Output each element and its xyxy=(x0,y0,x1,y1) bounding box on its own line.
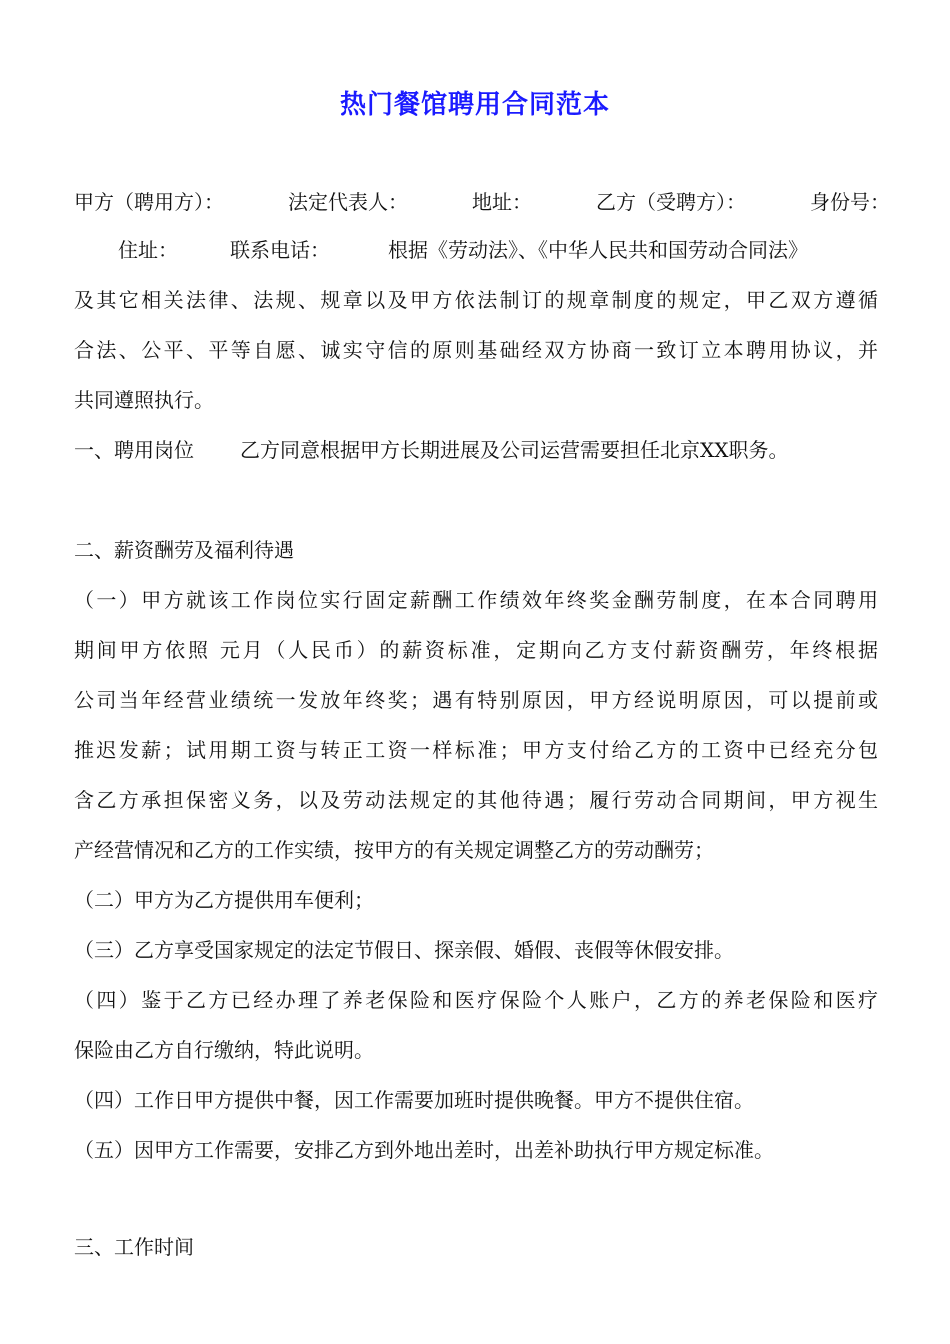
section-2-item-1-line: （一）甲方就该工作岗位实行固定薪酬工作绩效年终奖金酬劳制度，在本合同聘用 xyxy=(74,588,878,612)
section-2-item-1-line: 产经营情况和乙方的工作实绩，按甲方的有关规定调整乙方的劳动酬劳； xyxy=(74,838,714,862)
section-2-item-4b: （四）工作日甲方提供中餐，因工作需要加班时提供晚餐。甲方不提供住宿。 xyxy=(74,1088,754,1112)
section-1-line xyxy=(74,425,878,475)
section-3-heading: 三、工作时间 xyxy=(74,1235,194,1259)
party-b-label: 乙方（受聘方）： xyxy=(596,190,746,214)
intro-line-4: 共同遵照执行。 xyxy=(74,388,214,412)
id-number-label: 身份号： xyxy=(810,190,890,214)
residence-label: 住址： xyxy=(118,238,178,262)
section-2-item-1-line: 推迟发薪；试用期工资与转正工资一样标准；甲方支付给乙方的工资中已经充分包 xyxy=(74,738,878,762)
section-2-item-1-line: 期间甲方依照 元月（人民币）的薪资标准，定期向乙方支付薪资酬劳，年终根据 xyxy=(74,638,878,662)
section-3 xyxy=(74,1222,878,1272)
section-2-item-4-line: 保险由乙方自行缴纳，特此说明。 xyxy=(74,1038,374,1062)
party-a-label: 甲方（聘用方）： xyxy=(74,190,224,214)
intro-paragraph xyxy=(74,225,878,475)
party-header-row xyxy=(74,186,890,215)
intro-line-1 xyxy=(74,225,878,275)
section-2-item-2: （二）甲方为乙方提供用车便利； xyxy=(74,888,374,912)
section-2-heading: 二、薪资酬劳及福利待遇 xyxy=(74,538,294,562)
document-title: 热门餐馆聘用合同范本 xyxy=(339,90,610,120)
section-1-heading: 一、聘用岗位 xyxy=(74,438,194,462)
intro-line-3: 合法、公平、平等自愿、诚实守信的原则基础经双方协商一致订立本聘用协议，并 xyxy=(74,338,878,362)
section-2-item-4-line: （四）鉴于乙方已经办理了养老保险和医疗保险个人账户，乙方的养老保险和医疗 xyxy=(74,988,878,1012)
section-1-text: 乙方同意根据甲方长期进展及公司运营需要担任北京XX职务。 xyxy=(240,438,789,462)
legal-rep-label: 法定代表人： xyxy=(288,190,408,214)
phone-label: 联系电话： xyxy=(230,238,330,262)
intro-line-2: 及其它相关法律、法规、规章以及甲方依法制订的规章制度的规定，甲乙双方遵循 xyxy=(74,288,878,312)
address-label: 地址： xyxy=(472,190,532,214)
section-2-item-1-line: 公司当年经营业绩统一发放年终奖；遇有特别原因，甲方经说明原因，可以提前或 xyxy=(74,688,878,712)
section-2-item-3: （三）乙方享受国家规定的法定节假日、探亲假、婚假、丧假等休假安排。 xyxy=(74,938,734,962)
intro-law-reference: 根据《劳动法》、《中华人民共和国劳动合同法》 xyxy=(388,238,808,262)
section-2 xyxy=(74,525,878,1175)
section-2-item-1-line: 含乙方承担保密义务，以及劳动法规定的其他待遇；履行劳动合同期间，甲方视生 xyxy=(74,788,878,812)
section-2-item-5: （五）因甲方工作需要，安排乙方到外地出差时，出差补助执行甲方规定标准。 xyxy=(74,1138,774,1162)
